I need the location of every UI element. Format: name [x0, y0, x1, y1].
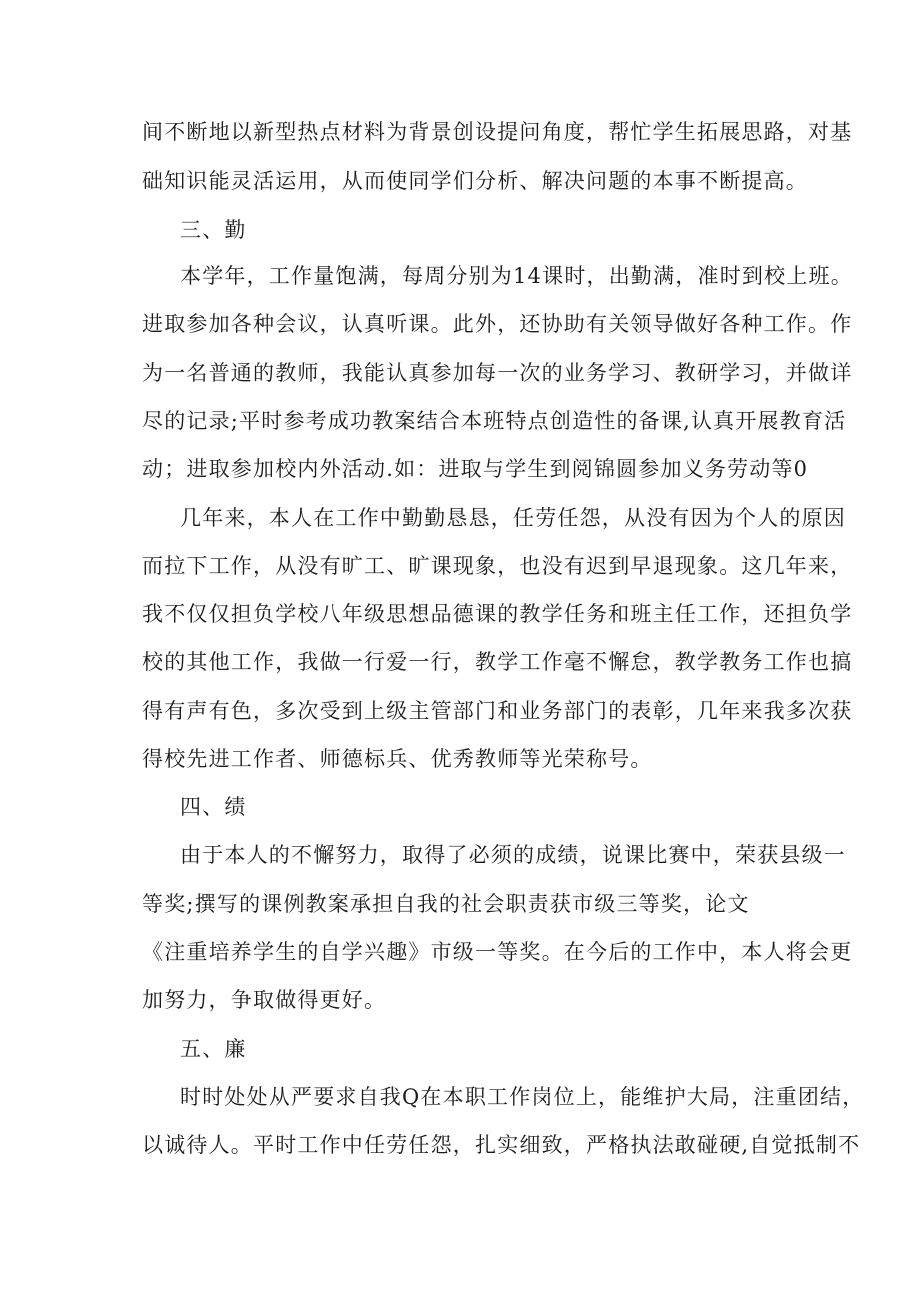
body-line: 动；进取参加校内外活动.如：进取与学生到阅锦圆参加义务劳动等0 [142, 457, 809, 481]
section-heading-qin: 三、勤 [180, 218, 247, 242]
body-line: 为一名普通的教师，我能认真参加每一次的业务学习、教研学习，并做详 [142, 361, 853, 385]
body-line: 加努力，争取做得更好。 [142, 988, 387, 1012]
body-line: 间不断地以新型热点材料为背景创设提问角度，帮忙学生拓展思路，对基 [142, 120, 853, 144]
body-line: 《注重培养学生的自学兴趣》市级一等奖。在今后的工作中，本人将会更 [142, 940, 853, 964]
body-line: 础知识能灵活运用，从而使同学们分析、解决问题的本事不断提高。 [142, 169, 808, 193]
body-line: 而拉下工作，从没有旷工、旷课现象，也没有迟到早退现象。这几年来， [142, 554, 853, 578]
body-line: 校的其他工作，我做一行爱一行，教学工作毫不懈怠，教学教务工作也搞 [142, 650, 853, 674]
paragraph-first-line: 几年来，本人在工作中勤勤恳恳，任劳任怨，从没有因为个人的原因 [180, 506, 846, 530]
paragraph-first-line: 时时处处从严要求自我Q在本职工作岗位上，能维护大局，注重团结， [180, 1085, 865, 1109]
section-heading-lian: 五、廉 [180, 1037, 247, 1061]
body-line: 尽的记录;平时参考成功教案结合本班特点创造性的备课,认真开展教育活 [142, 409, 847, 433]
body-line: 进取参加各种会议，认真听课。此外，还协助有关领导做好各种工作。作 [142, 312, 853, 336]
paragraph-first-line: 由于本人的不懈努力，取得了必须的成绩，说课比赛中，荣获县级一 [180, 843, 846, 867]
section-heading-ji: 四、绩 [180, 795, 247, 819]
paragraph-first-line: 本学年，工作量饱满，每周分别为14课时，出勤满，准时到校上班。 [180, 264, 853, 288]
body-line: 得校先进工作者、师德标兵、优秀教师等光荣称号。 [142, 747, 653, 771]
body-line: 等奖;撰写的课例教案承担自我的社会职责获市级三等奖，论文 [142, 892, 750, 916]
body-line: 我不仅仅担负学校八年级思想品德课的教学任务和班主任工作，还担负学 [142, 602, 853, 626]
body-line: 以诚待人。平时工作中任劳任怨，扎实细致，严格执法敢碰硬,自觉抵制不 [142, 1133, 861, 1157]
body-line: 得有声有色，多次受到上级主管部门和业务部门的表彰，几年来我多次获 [142, 699, 853, 723]
